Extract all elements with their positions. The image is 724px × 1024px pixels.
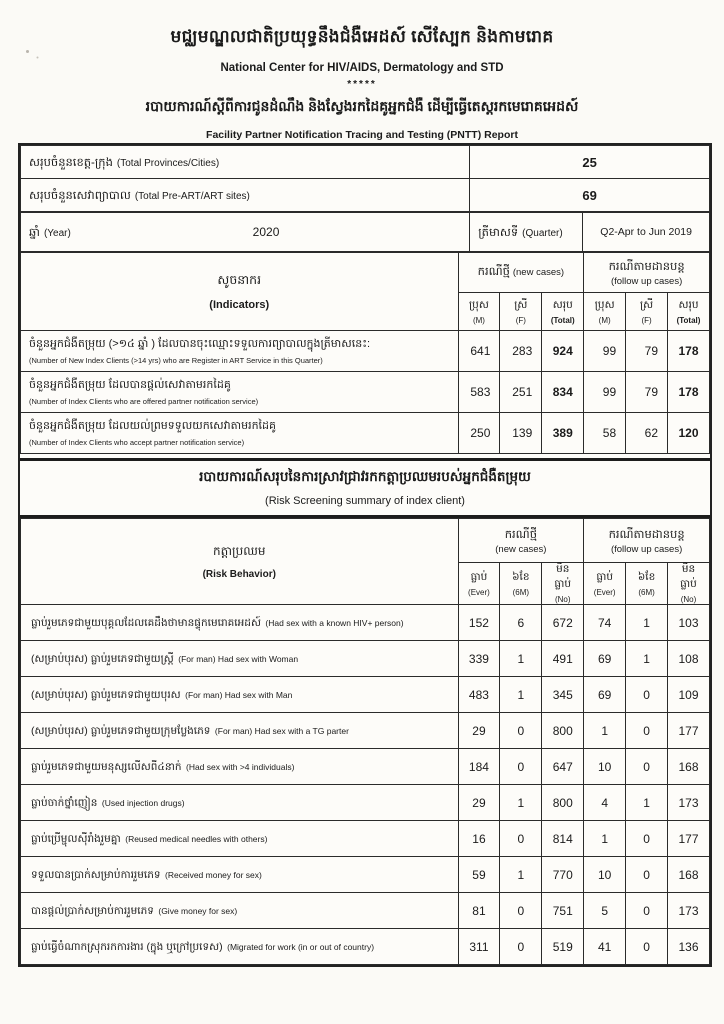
value-cell: 168 [668, 857, 710, 893]
value-cell: 0 [500, 749, 542, 785]
value-cell: 41 [584, 929, 626, 965]
value-cell: 81 [458, 893, 500, 929]
value-cell: 177 [668, 821, 710, 857]
value-cell: 0 [500, 821, 542, 857]
provinces-value: 25 [470, 146, 710, 179]
new-cases-group-header: ករណីថ្មី (new cases) [458, 253, 584, 293]
value-cell: 0 [626, 929, 668, 965]
value-cell: 173 [668, 785, 710, 821]
value-cell: 0 [626, 893, 668, 929]
col-header-no-new: មិនធ្លាប់ (No) [542, 563, 584, 605]
value-cell: 672 [542, 605, 584, 641]
col-header-female-new: ស្រី (F) [500, 293, 542, 331]
row-label-en: (Had sex with a known HIV+ person) [265, 618, 404, 628]
table-row-offered-pn-service [21, 372, 710, 413]
col-header-total-new: សរុប (Total) [542, 293, 584, 331]
value-cell: 79 [626, 331, 668, 372]
risk-section-header [20, 461, 710, 518]
row-label-km: ចំនួនអ្នកជំងឺតម្រុយ ដែលយល់ព្រមទទួលយកសេវាតាមរកដៃគូ [29, 420, 277, 432]
year-quarter-table [20, 212, 710, 252]
row-label-en: (Had sex with >4 individuals) [185, 762, 295, 772]
sites-value: 69 [470, 179, 710, 212]
row-label-km: (សម្រាប់បុរស) ធ្លាប់រួមភេទជាមួយស្ត្រី [31, 653, 174, 665]
value-cell: 177 [668, 713, 710, 749]
col-header-total-fu: សរុប (Total) [668, 293, 710, 331]
value-cell: 491 [542, 641, 584, 677]
summary-table [20, 145, 710, 212]
follow-up-group-header: ករណីតាមដានបន្ត (follow up cases) [584, 253, 710, 293]
value-cell: 103 [668, 605, 710, 641]
indicators-header-cell [21, 253, 459, 331]
value-cell: 647 [542, 749, 584, 785]
value-cell: 800 [542, 785, 584, 821]
row-label-en: (Used injection drugs) [101, 798, 185, 808]
value-cell: 1 [584, 713, 626, 749]
risk-table [20, 518, 710, 965]
col-header-6m-new: ៦ខែ (6M) [500, 563, 542, 605]
table-row-gave-money-for-sex [21, 893, 710, 929]
value-cell: 1 [626, 785, 668, 821]
value-cell: 1 [500, 857, 542, 893]
value-cell: 59 [458, 857, 500, 893]
col-header-6m-fu: ៦ខែ (6M) [626, 563, 668, 605]
value-cell: 62 [626, 413, 668, 454]
report-title-km: មជ្ឈមណ្ឌលជាតិប្រយុទ្ធនឹងជំងឺអេដស៍ សើស្បែក និងកាមរោគ [170, 27, 554, 46]
report-subtitle-km: របាយការណ៍ស្តីពីការជូនដំណឹង និងស្វែងរកដៃគូអ្នកជំងឺ ដើម្បីធ្វើតេស្តរកមេរោគអេដស៍ [145, 98, 579, 114]
col-header-male-fu: ប្រុស (M) [584, 293, 626, 331]
risk-header-en: (Risk Behavior) [202, 569, 276, 580]
value-cell-total: 120 [668, 413, 710, 454]
risk-group-header-row [21, 519, 710, 563]
col-header-no-fu: មិនធ្លាប់ (No) [668, 563, 710, 605]
value-cell: 109 [668, 677, 710, 713]
sites-label [21, 179, 470, 212]
value-cell: 79 [626, 372, 668, 413]
table-row-injection-drugs [21, 785, 710, 821]
value-cell: 751 [542, 893, 584, 929]
value-cell: 800 [542, 713, 584, 749]
value-cell: 0 [500, 893, 542, 929]
value-cell: 250 [458, 413, 500, 454]
row-label-km: ធ្លាប់រួមភេទជាមួយបុគ្គលដែលគេដឹងថាមានផ្ទុកមេរោគអេដស៍ [31, 617, 261, 629]
value-cell: 0 [626, 857, 668, 893]
value-cell: 251 [500, 372, 542, 413]
report-subtitle-en: Facility Partner Notification Tracing and Testing (PNTT) Report [206, 129, 518, 141]
value-cell: 345 [542, 677, 584, 713]
indicators-table [20, 252, 710, 454]
section-divider [20, 454, 710, 461]
risk-new-cases-group-header: ករណីថ្មី (new cases) [458, 519, 584, 563]
indicators-header-km: សូចនាករ [217, 272, 262, 287]
value-cell: 311 [458, 929, 500, 965]
value-cell: 0 [626, 677, 668, 713]
value-cell: 583 [458, 372, 500, 413]
year-value: 2020 [252, 225, 280, 239]
value-cell-total: 178 [668, 372, 710, 413]
value-cell: 0 [500, 713, 542, 749]
report-body [18, 143, 712, 967]
value-cell: 10 [584, 749, 626, 785]
row-label-en: (Reused medical needles with others) [125, 834, 268, 844]
value-cell: 1 [500, 641, 542, 677]
year-label-en: (Year) [43, 227, 71, 239]
value-cell-total: 924 [542, 331, 584, 372]
col-header-male-new: ប្រុស (M) [458, 293, 500, 331]
value-cell: 152 [458, 605, 500, 641]
row-label-km: ចំនួនអ្នកជំងឺតម្រុយ ដែលបានផ្តល់សេវាតាមរកដៃគូ [29, 379, 231, 391]
row-label-en: (For man) Had sex with a TG parter [214, 726, 349, 736]
value-cell: 1 [626, 641, 668, 677]
value-cell: 283 [500, 331, 542, 372]
value-cell: 58 [584, 413, 626, 454]
value-cell: 0 [626, 749, 668, 785]
indicators-header-en: (Indicators) [209, 298, 270, 311]
row-label-en: (Received money for sex) [165, 870, 262, 880]
value-cell: 16 [458, 821, 500, 857]
table-row-received-money-for-sex [21, 857, 710, 893]
value-cell: 99 [584, 331, 626, 372]
value-cell: 29 [458, 713, 500, 749]
value-cell: 10 [584, 857, 626, 893]
row-label-en: (Give money for sex) [158, 906, 238, 916]
quarter-label-km: ត្រីមាសទី [478, 226, 519, 239]
value-cell: 0 [626, 713, 668, 749]
table-row-sex-with-woman [21, 641, 710, 677]
value-cell: 5 [584, 893, 626, 929]
value-cell: 99 [584, 372, 626, 413]
indicators-group-header-row [21, 253, 710, 293]
value-cell: 173 [668, 893, 710, 929]
risk-follow-up-group-header: ករណីតាមដានបន្ត (follow up cases) [584, 519, 710, 563]
table-row-migrated-for-work [21, 929, 710, 965]
value-cell: 4 [584, 785, 626, 821]
col-header-female-fu: ស្រី (F) [626, 293, 668, 331]
table-row-total-sites [21, 179, 710, 212]
col-header-ever-fu: ធ្លាប់ (Ever) [584, 563, 626, 605]
sites-label-km: សរុបចំនួនសេវាព្យាបាល [29, 189, 131, 202]
value-cell: 139 [500, 413, 542, 454]
row-label-en: (Number of New Index Clients (>14 yrs) who are Register in ART Service in this Quarter) [29, 356, 323, 365]
value-cell: 519 [542, 929, 584, 965]
year-cell [21, 213, 470, 252]
sites-label-en: (Total Pre-ART/ART sites) [134, 190, 250, 202]
value-cell: 136 [668, 929, 710, 965]
provinces-label-en: (Total Provinces/Cities) [116, 157, 220, 169]
value-cell: 814 [542, 821, 584, 857]
scan-artifact [26, 50, 29, 53]
row-label-km: បានផ្តល់ប្រាក់សម្រាប់ការរួមភេទ [31, 905, 154, 917]
value-cell-total: 178 [668, 331, 710, 372]
risk-header-km: កត្តាប្រឈម [213, 544, 266, 558]
value-cell: 0 [500, 929, 542, 965]
row-label-km: ធ្លាប់ចាក់ថ្នាំញៀន [31, 797, 98, 809]
report-title-en: National Center for HIV/AIDS, Dermatology and STD [220, 62, 504, 74]
row-label-en: (For man) Had sex with Woman [178, 654, 299, 664]
year-label-km: ឆ្នាំ [29, 226, 40, 239]
row-label-km: (សម្រាប់បុរស) ធ្លាប់រួមភេទជាមួយបុរស [31, 689, 181, 701]
value-cell-total: 834 [542, 372, 584, 413]
value-cell: 1 [500, 677, 542, 713]
table-row-sex-with-tg-partner [21, 713, 710, 749]
table-row-known-hiv-partner [21, 605, 710, 641]
value-cell: 69 [584, 677, 626, 713]
row-label-km: (សម្រាប់បុរស) ធ្លាប់រួមភេទជាមួយក្រុមប្លែងភេទ [31, 725, 211, 737]
table-row-accepted-pn-service [21, 413, 710, 454]
risk-header-cell [21, 519, 459, 605]
table-row-total-provinces [21, 146, 710, 179]
provinces-label-km: សរុបចំនួនខេត្ត-ក្រុង [29, 156, 113, 169]
row-label-km: ធ្លាប់ប្រើម្ជុលស៊ីរាំងរួមគ្នា [31, 833, 121, 845]
report-header [0, 0, 724, 141]
table-row-sex-with-4plus [21, 749, 710, 785]
value-cell: 29 [458, 785, 500, 821]
value-cell: 69 [584, 641, 626, 677]
value-cell: 1 [626, 605, 668, 641]
value-cell: 1 [500, 785, 542, 821]
table-row-year-quarter [21, 213, 710, 252]
row-label-en: (Number of Index Clients who accept partner notification service) [29, 438, 245, 447]
row-label-km: ធ្លាប់រួមភេទជាមួយមនុស្សលើសពី៤នាក់ [31, 761, 182, 773]
value-cell: 6 [500, 605, 542, 641]
risk-section-title-en: (Risk Screening summary of index client) [265, 495, 465, 507]
table-row-reused-needles [21, 821, 710, 857]
row-label-km: ចំនួនអ្នកជំងឺតម្រុយ (>១៤ ឆ្នាំ ) ដែលបានចុះឈ្មោះទទួលការព្យាបាលក្នុងត្រីមាសនេះ: [29, 338, 371, 350]
row-label-km: ទទួលបានប្រាក់សម្រាប់ការរួមភេទ [31, 869, 161, 881]
risk-section-title-km: របាយការណ៍សរុបនៃការស្រាវជ្រាវរកកត្តាប្រឈមរបស់អ្នកជំងឺតម្រុយ [199, 469, 531, 484]
row-label-en: (Migrated for work (in or out of country) [227, 942, 375, 952]
value-cell: 339 [458, 641, 500, 677]
separator-stars: ***** [347, 79, 377, 90]
value-cell: 0 [626, 821, 668, 857]
provinces-label [21, 146, 470, 179]
value-cell: 1 [584, 821, 626, 857]
value-cell: 770 [542, 857, 584, 893]
value-cell: 168 [668, 749, 710, 785]
quarter-label-en: (Quarter) [522, 227, 563, 239]
value-cell: 108 [668, 641, 710, 677]
value-cell: 641 [458, 331, 500, 372]
value-cell: 74 [584, 605, 626, 641]
row-label-en: (For man) Had sex with Man [185, 690, 293, 700]
quarter-value: Q2-Apr to Jun 2019 [583, 213, 710, 252]
table-row-new-index-clients [21, 331, 710, 372]
value-cell: 483 [458, 677, 500, 713]
row-label-en: (Number of Index Clients who are offered partner notification service) [29, 397, 259, 406]
value-cell: 184 [458, 749, 500, 785]
quarter-label-cell [470, 213, 583, 252]
row-label-km: ធ្លាប់ធ្វើចំណាកស្រុករកការងារ (ក្នុង ឬក្រៅប្រទេស) [31, 941, 223, 953]
table-row-sex-with-man [21, 677, 710, 713]
col-header-ever-new: ធ្លាប់ (Ever) [458, 563, 500, 605]
value-cell-total: 389 [542, 413, 584, 454]
